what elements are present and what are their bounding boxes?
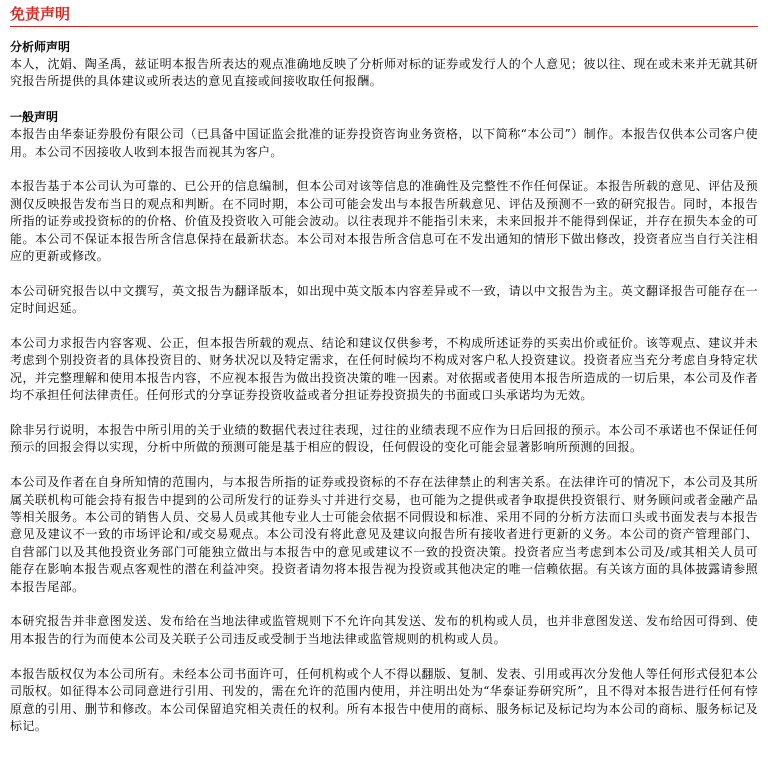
general-paragraph-language: 本公司研究报告以中文撰写，英文报告为翻译版本，如出现中英文版本内容差异或不一致，请以中文报告为主。英文翻译报告可能存在一定时间迟延。 <box>10 283 758 316</box>
general-paragraph-past-performance: 除非另行说明，本报告中所引用的关于业绩的数据代表过往表现，过往的业绩表现不应作为日后回报的预示。本公司不承诺也不保证任何预示的回报会得以实现，分析中所做的预测可能是基于相应的假设，任何假设的变化可能会显著影响所预测的回报。 <box>10 423 758 455</box>
analyst-statement-paragraph: 本人，沈娟、陶圣禹，兹证明本报告所表达的观点准确地反映了分析师对标的证券或发行人的个人意见；彼以往、现在或未来并无就其研究报告所提供的具体建议或所表达的意见直接或间接收取任何报酬。 <box>10 57 758 89</box>
analyst-statement-section <box>10 38 758 91</box>
general-paragraph-conflicts: 本公司及作者在自身所知情的范围内，与本报告所指的证券或投资标的不存在法律禁止的利害关系。在法律许可的情况下，本公司及其所属关联机构可能会持有报告中提到的公司所发行的证券头寸并进行交易，也可能为之提供或者争取提供投资银行、财务顾问或者金融产品等相关服务。本公司的销售人员、交易人员或其他专业人士可能会依据不同假设和标准、采用不同的分析方法而口头或书面发表与本报告意见及建议不一致的市场评论和/或交易观点。本公司没有将此意见及建议向报告所有接收者进行更新的义务。本公司的资产管理部门、自营部门以及其他投资业务部门可能独立做出与本报告中的意见或建议不一致的投资决策。投资者应当考虑到本公司及/或其相关人员可能存在影响本报告观点客观性的潜在利益冲突。投资者请勿将本报告视为投资或其他决定的唯一信赖依据。有关该方面的具体披露请参照本报告尾部。 <box>10 475 758 594</box>
general-paragraph-reliability: 本报告基于本公司认为可靠的、已公开的信息编制，但本公司对该等信息的准确性及完整性不作任何保证。本报告所载的意见、评估及预测仅反映报告发布当日的观点和判断。在不同时期，本公司可能会发出与本报告所载意见、评估及预测不一致的研究报告。同时，本报告所指的证券或投资标的的价格、价值及投资收入可能会波动。以往表现并不能指引未来，未来回报并不能得到保证，并存在损失本金的可能。本公司不保证本报告所含信息保持在最新状态。本公司对本报告所含信息可在不发出通知的情形下做出修改，投资者应当自行关注相应的更新或修改。 <box>10 179 758 264</box>
page-title: 免责声明 <box>10 5 71 23</box>
general-paragraph-client: 本报告由华泰证券股份有限公司（已具备中国证监会批准的证券投资咨询业务资格，以下简称“本公司”）制作。本报告仅供本公司客户使用。本公司不因接收人收到本报告而视其为客户。 <box>10 127 758 159</box>
general-paragraph-distribution: 本研究报告并非意图发送、发布给在当地法律或监管规则下不允许向其发送、发布的机构或人员，也并非意图发送、发布给因可得到、使用本报告的行为而使本公司及关联子公司违反或受制于当地法律或监管规则的机构或人员。 <box>10 614 758 646</box>
title-divider <box>10 26 758 27</box>
general-statement-heading: 一般声明 <box>10 110 59 125</box>
disclaimer-page <box>10 4 758 753</box>
general-paragraph-copyright: 本报告版权仅为本公司所有。未经本公司书面许可，任何机构或个人不得以翻版、复制、发表、引用或再次分发他人等任何形式侵犯本公司版权。如征得本公司同意进行引用、刊发的，需在允许的范围内使用，并注明出处为“华泰证券研究所”，且不得对本报告进行任何有悖原意的引用、删节和修改。本公司保留追究相关责任的权利。所有本报告中使用的商标、服务标记及标记均为本公司的商标、服务标记及标记。 <box>10 666 758 733</box>
general-statement-section <box>10 108 758 735</box>
analyst-statement-heading: 分析师声明 <box>10 40 71 54</box>
general-paragraph-objectivity: 本公司力求报告内容客观、公正，但本报告所载的观点、结论和建议仅供参考，不构成所述证券的买卖出价或征价。该等观点、建议并未考虑到个别投资者的具体投资目的、财务状况以及特定需求，在任何时候均不构成对客户私人投资建议。投资者应当充分考虑自身特定状况，并完整理解和使用本报告内容，不应视本报告为做出投资决策的唯一因素。对依据或者使用本报告所造成的一切后果，本公司及作者均不承担任何法律责任。任何形式的分享证券投资收益或者分担证券投资损失的书面或口头承诺均为无效。 <box>10 336 758 403</box>
